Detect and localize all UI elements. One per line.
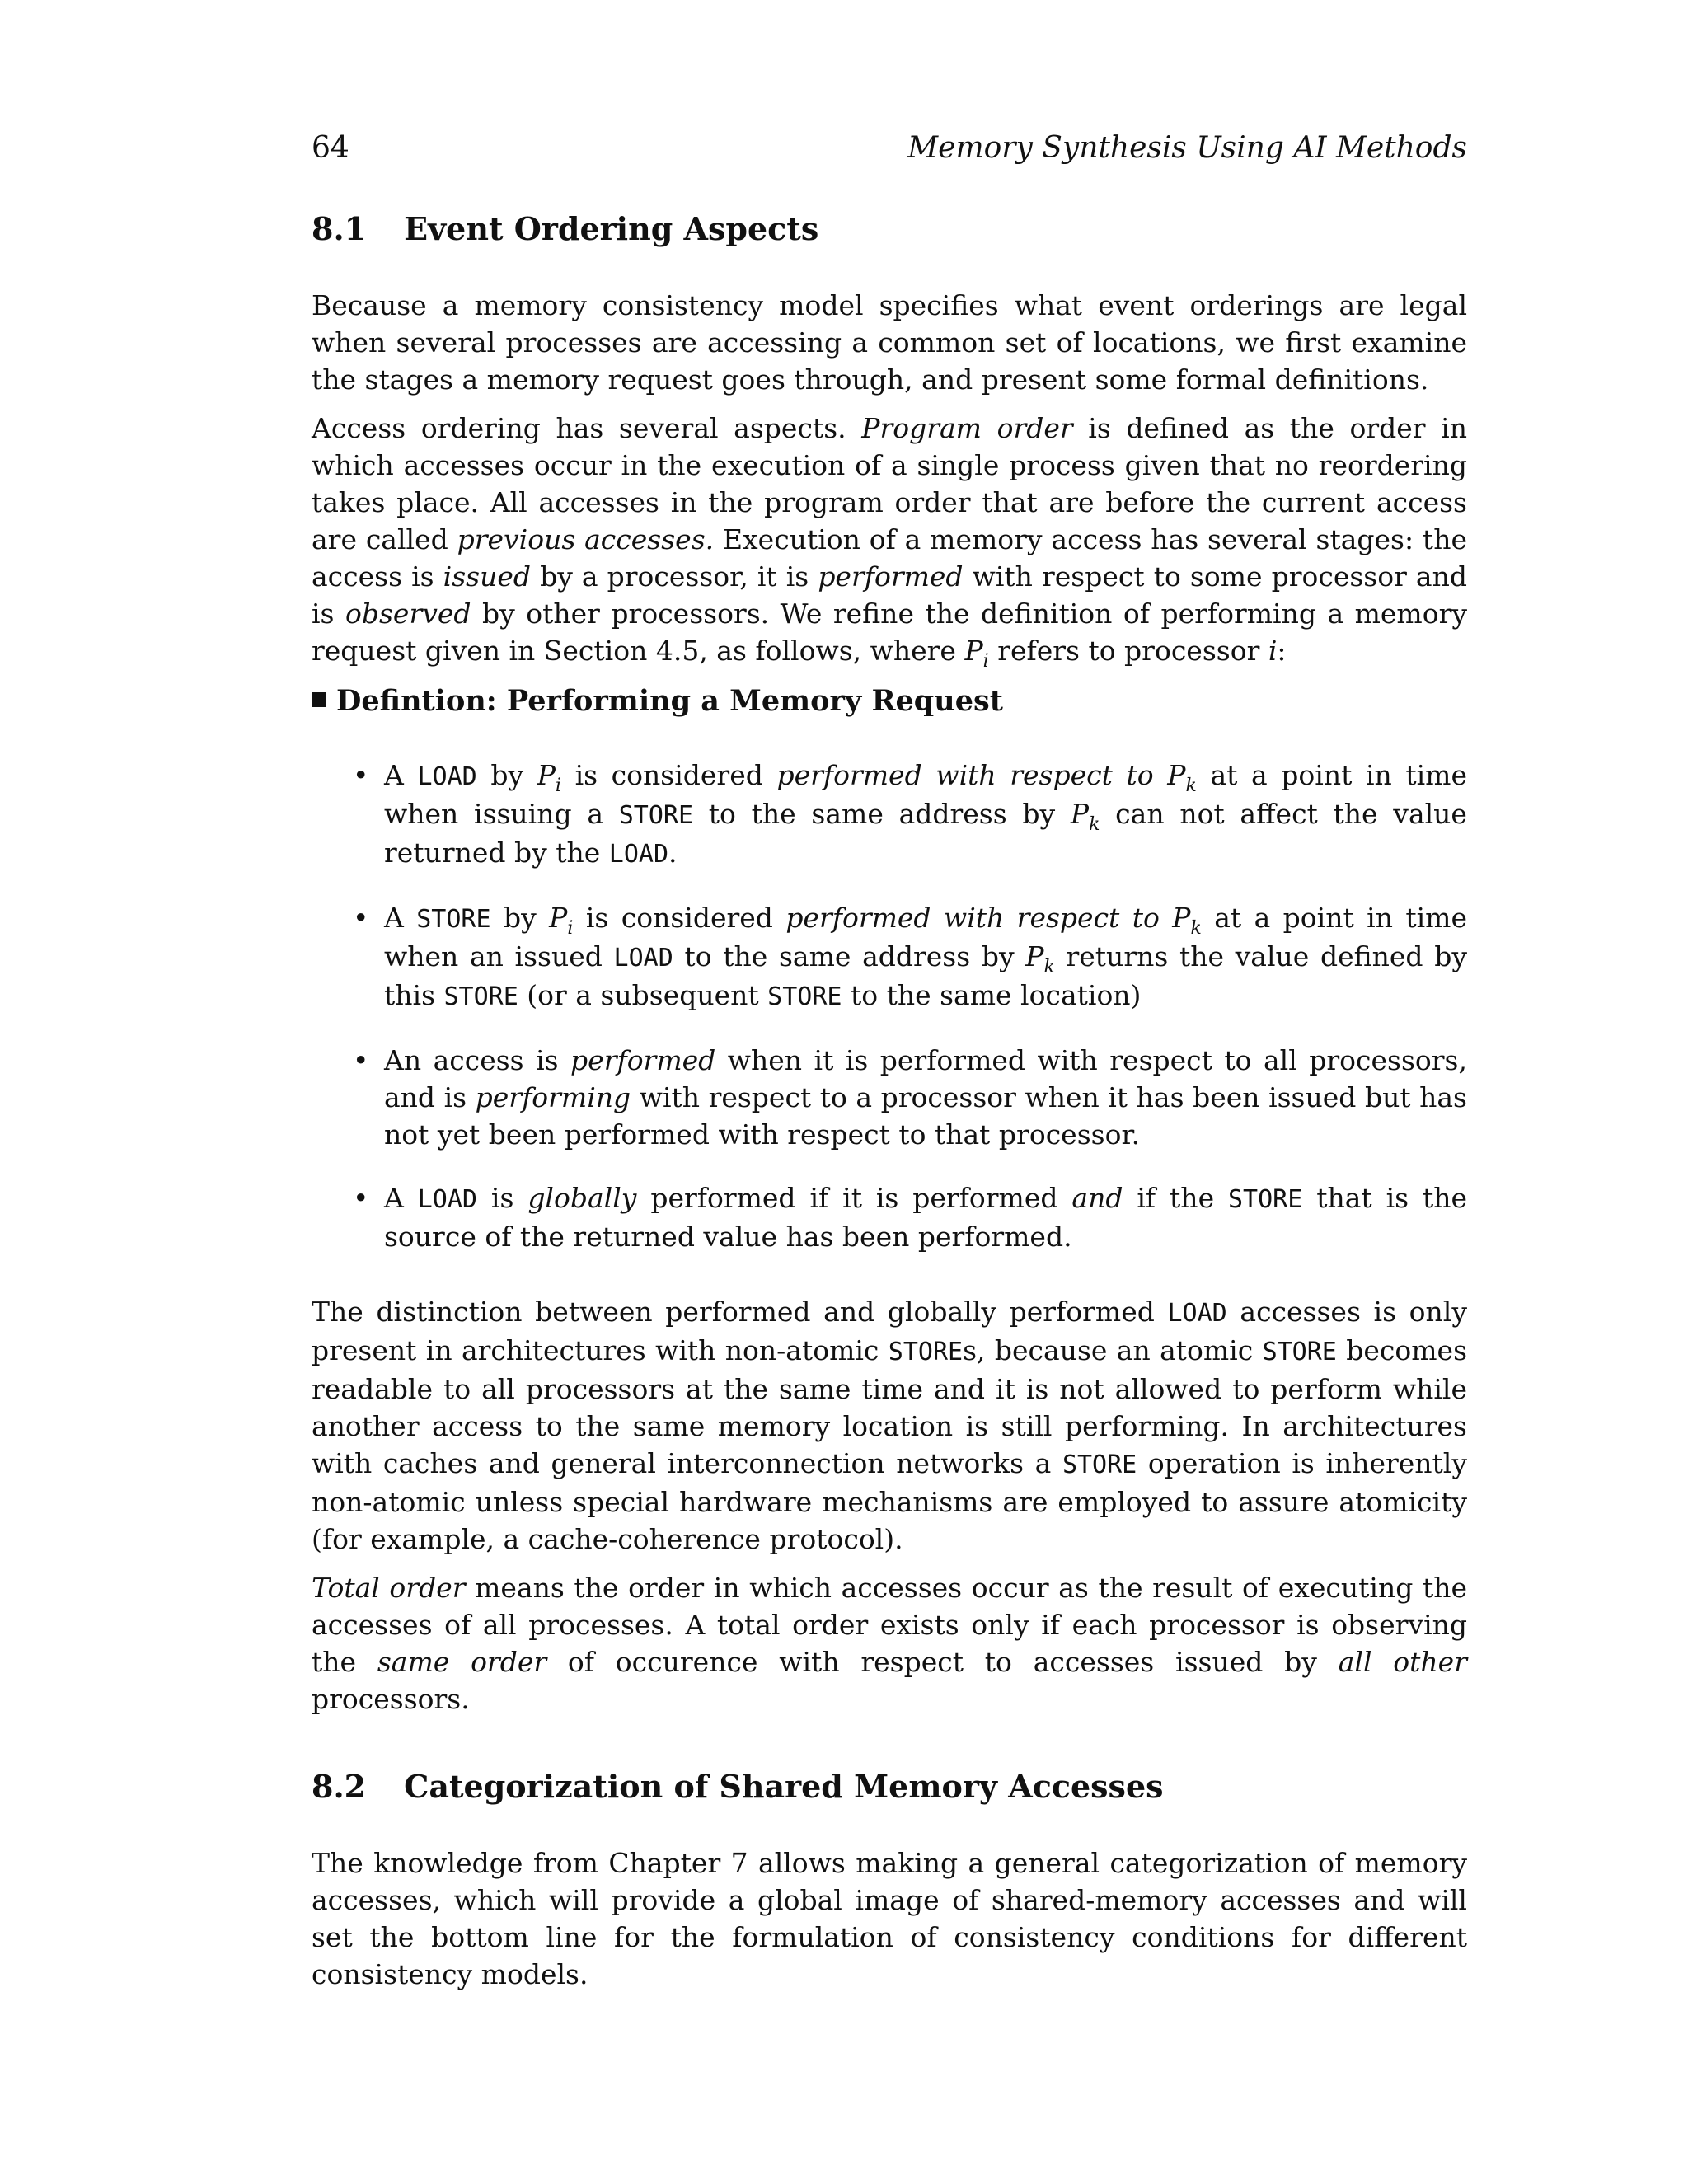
page-number: 64 — [312, 131, 349, 165]
running-title: Memory Synthesis Using AI Methods — [907, 131, 1467, 165]
definition-item-store: • A STORE by $P_i$ is considered performed with respect to $P_k$ at a point in time when an issued LOAD to the same address by $P_k$ returns the value defined by this STORE (or a subsequent STORE to the same location) — [384, 899, 1467, 1015]
definition-item-globally-performed: • A LOAD is globally performed if it is performed and if the STORE that is the source of the returned value has been performed. — [384, 1179, 1467, 1255]
section-title: Categorization of Shared Memory Accesses — [404, 1768, 1164, 1805]
definition-item-load: • A LOAD by $P_i$ is considered performed with respect to $P_k$ at a point in time when issuing a STORE to the same address by $P_k$ can not affect the value returned by the LOAD. — [384, 757, 1467, 873]
definition-item-performed: • An access is performed when it is performed with respect to all processors, and is performing with respect to a processor when it has been issued but has not yet been performed with respect to that processor. — [384, 1042, 1467, 1153]
definition-list — [312, 757, 1467, 1255]
section-heading-8-1 — [312, 208, 1467, 251]
section-number: 8.2 — [312, 1768, 367, 1805]
section-title: Event Ordering Aspects — [404, 210, 819, 247]
paragraph-access-ordering: Access ordering has several aspects. Program order is defined as the order in which accesses occur in the execution of a single process given that no reordering takes place. All accesses in the program order that are before the current access are called previous accesses. Execution of a memory access has several stages: the access is issued by a processor, it is performed with respect to some processor and is observed by other processors. We refine the definition of performing a memory request given in Section 4.5, as follows, where $P_i$ refers to processor i: — [312, 412, 1468, 672]
paragraph-total-order: Total order means the order in which accesses occur as the result of executing the accesses of all processes. A total order exists only if each processor is observing the same order of occurence with respect to accesses issued by all other processors. — [312, 1572, 1467, 1715]
section-heading-8-2 — [312, 1765, 1467, 1808]
square-bullet-icon — [312, 692, 326, 707]
definition-heading: Defintion: Performing a Memory Request — [312, 681, 1467, 722]
running-head — [312, 125, 1467, 171]
section-number: 8.1 — [312, 210, 367, 247]
paragraph-intro: Because a memory consistency model specifies what event orderings are legal when several processes are accessing a common set of locations, we first examine the stages a memory request goes through, and present some formal definitions. — [312, 289, 1467, 396]
page — [312, 125, 1467, 2004]
paragraph-categorization: The knowledge from Chapter 7 allows making a general categorization of memory accesses, which will provide a global image of shared-memory accesses and will set the bottom line for the formulation of consistency conditions for different consistency models. — [312, 1847, 1467, 1990]
paragraph-distinction: The distinction between performed and globally performed LOAD accesses is only present in architectures with non-atomic STOREs, because an atomic STORE becomes readable to all processors at the same time and it is not allowed to perform while another access to the same memory location is still performing. In architectures with caches and general interconnection networks a STORE operation is inherently non-atomic unless special hardware mechanisms are employed to assure atomicity (for example, a cache-coherence protocol). — [312, 1296, 1467, 1555]
